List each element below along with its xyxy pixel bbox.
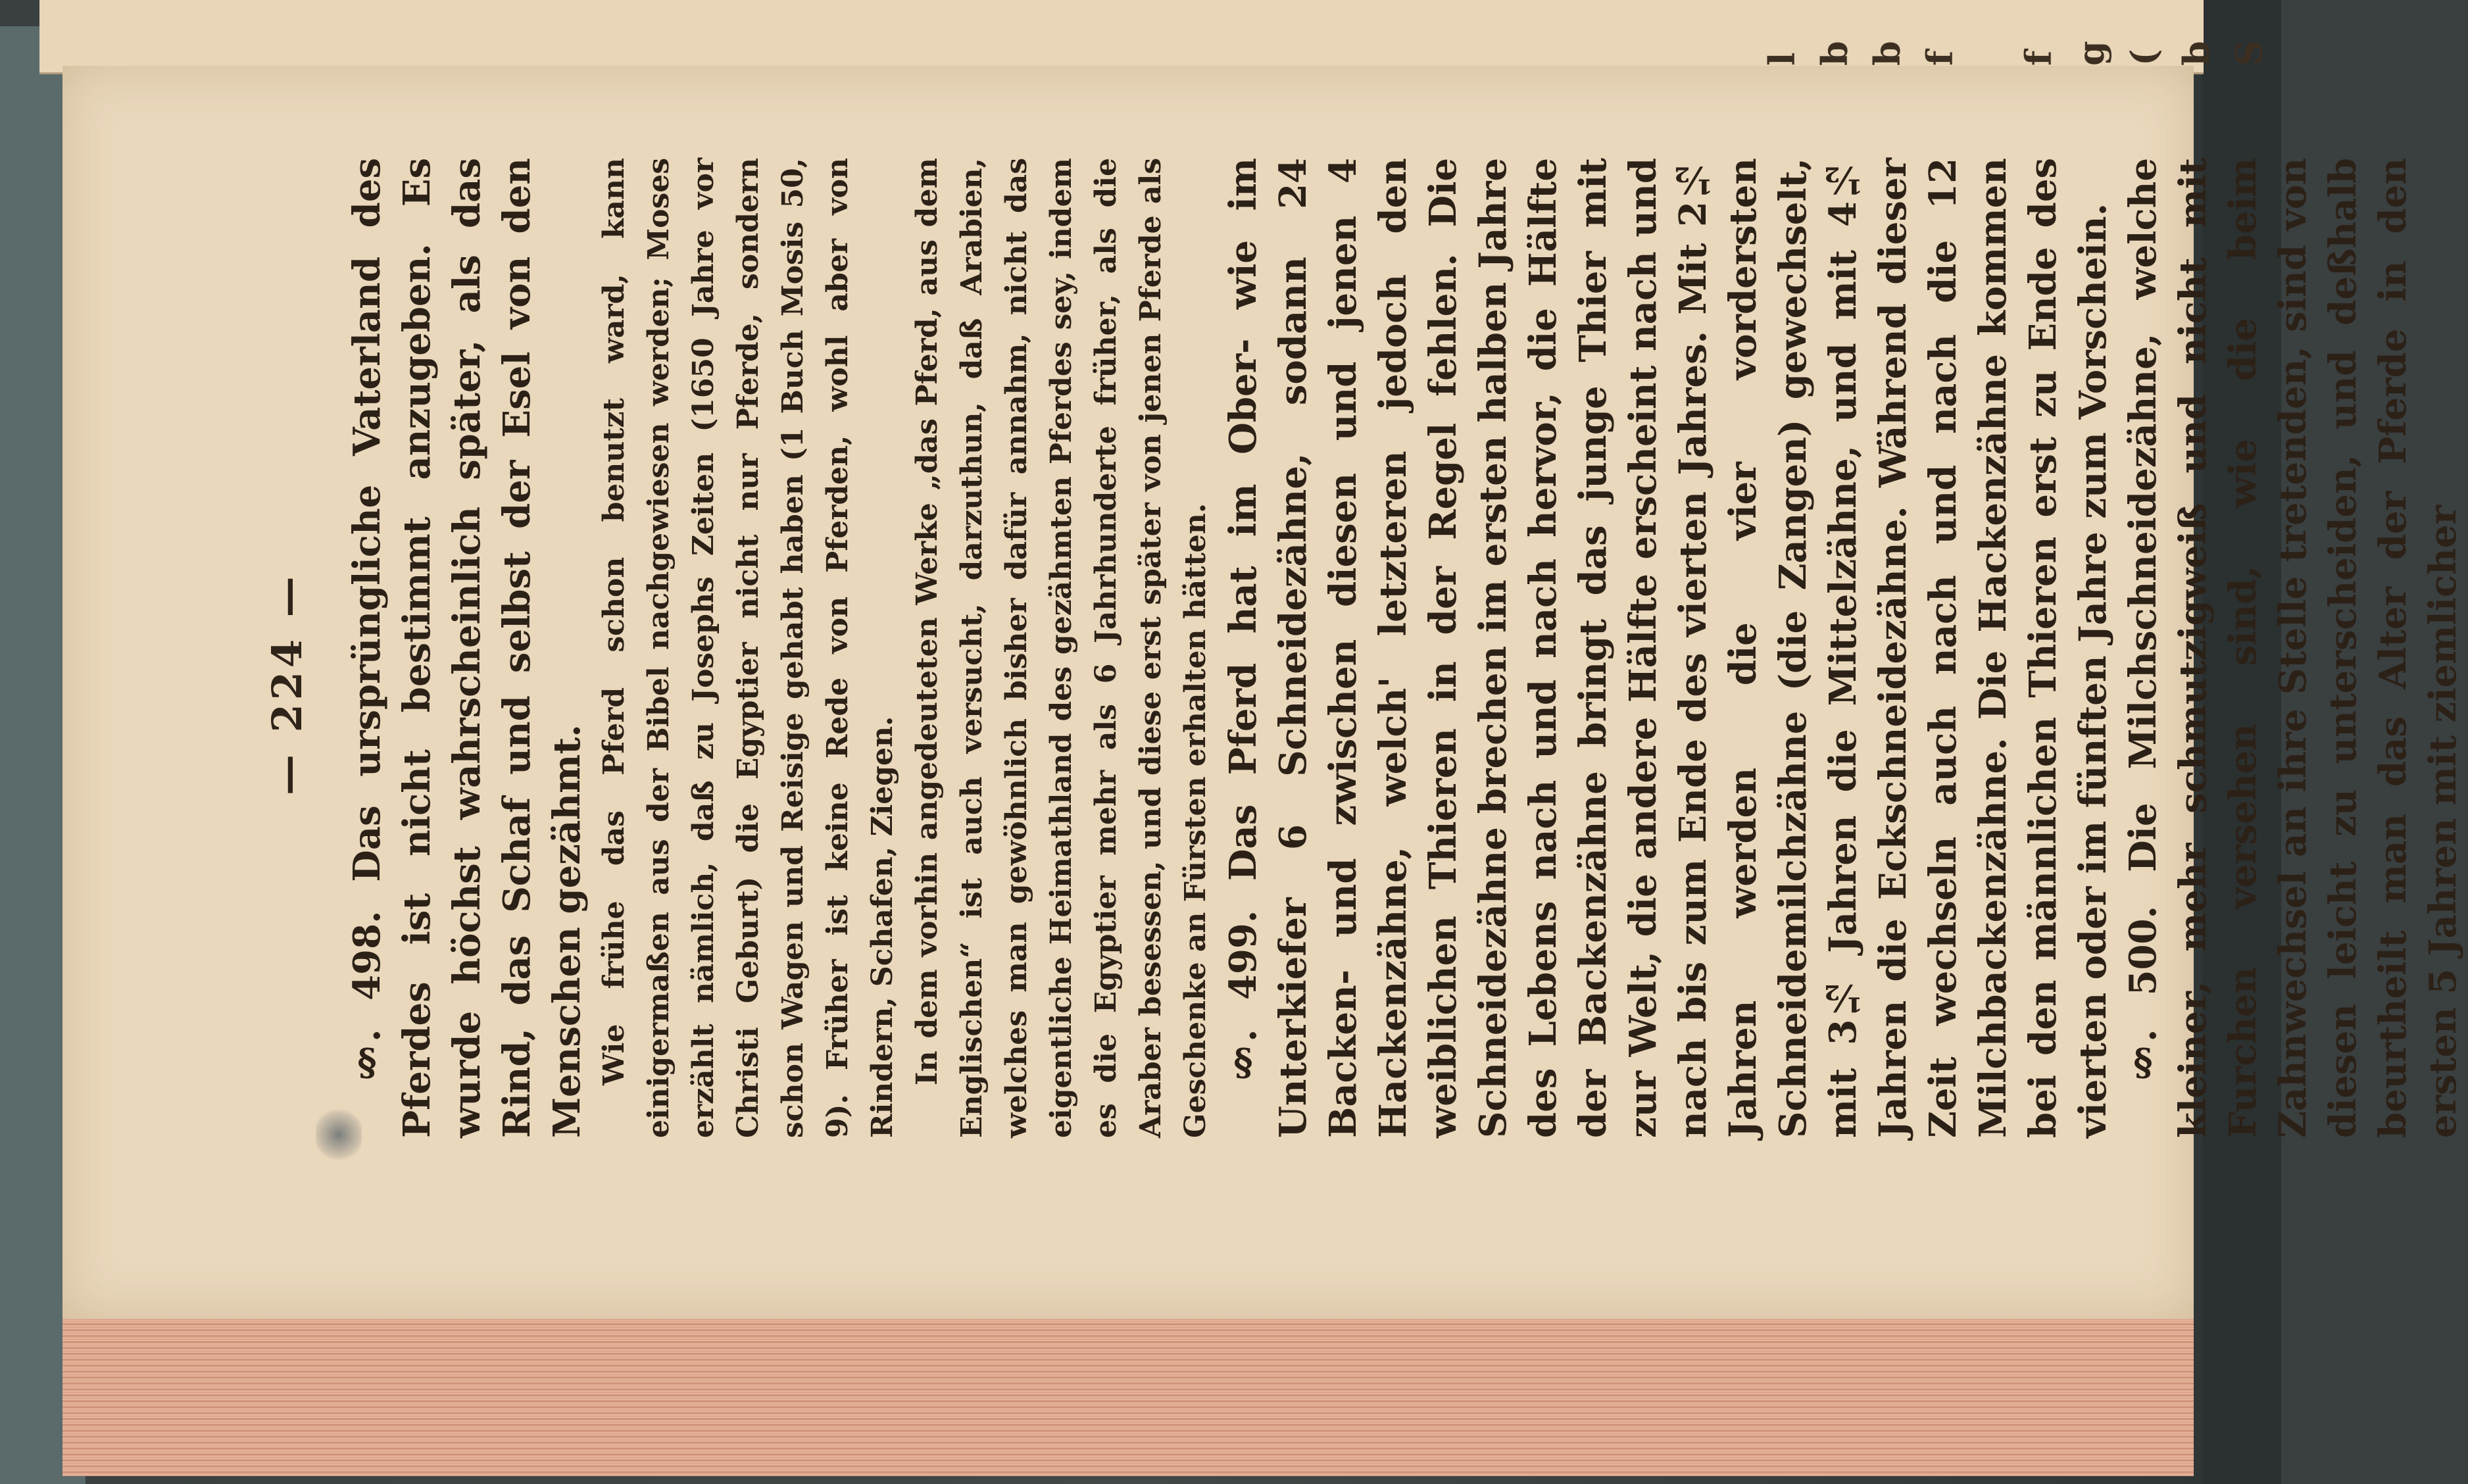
previous-page-text: b — [2175, 41, 2217, 66]
previous-page-edge — [39, 0, 2270, 74]
paragraph-note-origin: In dem vorhin angedeuteten Werke „das Pferd, aus dem Englischen“ ist auch versucht, darzuthun, daß Arabien, welches man gewöhnlich bisher dafür annahm, nicht das eigentliche Heimathland des gezähmten Pferdes sey, indem es die Egyptier mehr als 6 Jahrhunderte früher, als die Araber besessen, und diese erst später von jenen Pferde als Geschenke an Fürsten erhalten hätten. — [910, 158, 1212, 1138]
page-edges — [62, 1316, 2194, 1476]
paragraph-498: §. 498. Das ursprüngliche Vaterland des Pferdes ist nicht bestimmt anzugeben. Es wurde höchst wahrscheinlich später, als das Rind, das Schaf und selbst der Esel von den Menschen gezähmt. — [345, 158, 589, 1138]
page-number: — 224 — — [263, 572, 311, 796]
previous-page-text: b — [1866, 41, 1908, 66]
previous-page-text: f — [2017, 50, 2060, 66]
previous-page-text: b — [1814, 41, 1856, 66]
previous-page-text: l — [1761, 52, 1803, 66]
previous-page-text: g — [2070, 41, 2112, 66]
paragraph-499: §. 499. Das Pferd hat im Ober- wie im Unterkiefer 6 Schneidezähne, sodann 24 Backen- und zwischen diesen und jenen 4 Hackenzähne, welch' letzteren jedoch den weiblichen Thieren in der Regel fehlen. Die Schneidezähne brechen im ersten halben Jahre des Lebens nach und nach hervor, die Hälfte der Backenzähne bringt das junge Thier mit zur Welt, die andere Hälfte erscheint nach und nach bis zum Ende des vierten Jahres. Mit 2½ Jahren werden die vier vordersten Schneidemilchzähne (die Zangen) gewechselt, mit 3½ Jahren die Mittelzähne, und mit 4½ Jahren die Eckschneidezähne. Während dieser Zeit wechseln auch nach und nach die 12 Milchbackenzähne. Die Hackenzähne kommen bei den männlichen Thieren erst zu Ende des vierten oder im fünften Jahre zum Vorschein. — [1222, 158, 2115, 1138]
previous-page-text: f — [1919, 50, 1961, 66]
previous-page-text: ( — [2123, 49, 2165, 66]
paragraph-500: §. 500. Die Milchschneidezähne, welche kleiner, mehr schmutzigweiß und nicht mit Furchen versehen sind, wie die beim Zahnwechsel an ihre Stelle tretenden, sind von diesen leicht zu unterscheiden, und deßhalb beurtheilt man das Alter der Pferde in den ersten 5 Jahren mit ziemlicher — [2121, 158, 2465, 1138]
page-text — [342, 158, 2465, 1138]
paragraph-note-bible: Wie frühe das Pferd schon benutzt ward, kann einigermaßen aus der Bibel nachgewiesen werden; Moses erzählt nämlich, daß zu Josephs Zeiten (1650 Jahre vor Christi Geburt) die Egyptier nicht nur Pferde, sondern schon Wagen und Reisige gehabt haben (1 Buch Mosis 50, 9). Früher ist keine Rede von Pferden, wohl aber von Rindern, Schafen, Ziegen. — [597, 158, 899, 1138]
previous-page-text: S — [2228, 40, 2270, 66]
